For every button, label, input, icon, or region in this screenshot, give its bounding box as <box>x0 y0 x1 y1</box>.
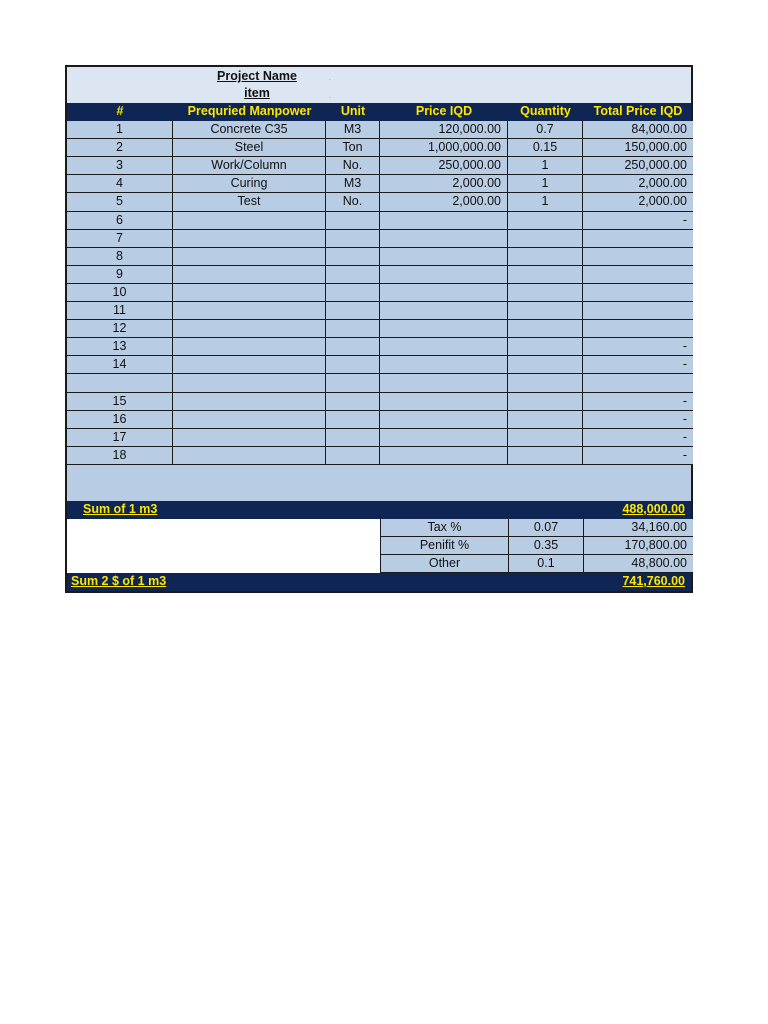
unit-cell <box>326 356 380 374</box>
quantity-cell: 1 <box>508 193 583 211</box>
total-price-cell <box>583 284 693 302</box>
adjustment-label: Other <box>380 555 508 573</box>
table-row <box>67 248 691 266</box>
manpower-name-cell <box>173 230 326 248</box>
quantity-cell <box>508 212 583 230</box>
total-price-cell: 2,000.00 <box>583 175 693 193</box>
manpower-name-cell <box>173 447 326 465</box>
table-row <box>67 411 691 429</box>
quantity-cell: 1 <box>508 157 583 175</box>
unit-cell <box>326 374 380 392</box>
manpower-name-cell <box>173 320 326 338</box>
table-row <box>67 429 691 447</box>
table-row <box>67 320 691 338</box>
quantity-cell <box>508 266 583 284</box>
sum2-label: Sum 2 $ of 1 m3 <box>71 574 167 589</box>
unit-cell <box>326 320 380 338</box>
row-number-cell: 11 <box>67 302 173 320</box>
row-number-cell: 1 <box>67 121 173 139</box>
quantity-cell <box>508 429 583 447</box>
sum1-value: 488,000.00 <box>622 501 685 516</box>
total-price-cell <box>583 302 693 320</box>
adjustment-label: Tax % <box>380 519 508 537</box>
adjustment-rate: 0.1 <box>508 555 583 573</box>
manpower-name-cell <box>173 212 326 230</box>
price-cell: 1,000,000.00 <box>380 139 508 157</box>
manpower-name-cell <box>173 356 326 374</box>
adjustment-amount: 170,800.00 <box>583 537 693 555</box>
quantity-cell: 1 <box>508 175 583 193</box>
quantity-cell <box>508 374 583 392</box>
total-price-cell: 84,000.00 <box>583 121 693 139</box>
unit-cell <box>326 230 380 248</box>
total-price-cell: - <box>583 338 693 356</box>
header-price: Price IQD <box>415 104 473 118</box>
adjustment-row <box>67 519 691 537</box>
unit-cell <box>326 212 380 230</box>
table-row <box>67 284 691 302</box>
unit-cell <box>326 447 380 465</box>
total-price-cell: - <box>583 393 693 411</box>
row-number-cell: 17 <box>67 429 173 447</box>
price-cell: 2,000.00 <box>380 193 508 211</box>
unit-cell <box>326 302 380 320</box>
unit-cell: M3 <box>326 121 380 139</box>
price-cell <box>380 411 508 429</box>
quantity-cell <box>508 230 583 248</box>
table-row <box>67 302 691 320</box>
row-number-cell: 16 <box>67 411 173 429</box>
quantity-cell: 0.15 <box>508 139 583 157</box>
row-number-cell: 5 <box>67 193 173 211</box>
total-price-cell: - <box>583 447 693 465</box>
spacer-band <box>67 465 691 501</box>
manpower-name-cell <box>173 284 326 302</box>
quantity-cell <box>508 338 583 356</box>
table-row <box>67 393 691 411</box>
row-number-cell: 6 <box>67 212 173 230</box>
quantity-cell <box>508 284 583 302</box>
total-price-cell <box>583 374 693 392</box>
table-row <box>67 230 691 248</box>
manpower-name-cell: Test <box>173 193 326 211</box>
row-number-cell: 8 <box>67 248 173 266</box>
header-number: # <box>116 104 124 118</box>
manpower-name-cell <box>173 266 326 284</box>
total-price-cell <box>583 320 693 338</box>
total-price-cell: - <box>583 356 693 374</box>
unit-cell <box>326 393 380 411</box>
manpower-name-cell <box>173 374 326 392</box>
row-number-cell: 13 <box>67 338 173 356</box>
price-cell <box>380 356 508 374</box>
sum1-label: Sum of 1 m3 <box>83 501 158 516</box>
adjustment-rate: 0.07 <box>508 519 583 537</box>
total-price-cell <box>583 266 693 284</box>
marker-dot: . <box>329 76 331 82</box>
header-total-price: Total Price IQD <box>593 104 683 118</box>
unit-cell: Ton <box>326 139 380 157</box>
manpower-name-cell: Curing <box>173 175 326 193</box>
price-cell <box>380 393 508 411</box>
item-label: item <box>244 86 270 100</box>
adjustment-rate: 0.35 <box>508 537 583 555</box>
quantity-cell <box>508 393 583 411</box>
table-row <box>67 356 691 374</box>
data-rows <box>67 121 691 465</box>
row-number-cell <box>67 374 173 392</box>
table-row <box>67 374 691 392</box>
table-row <box>67 266 691 284</box>
header-manpower: Prequried Manpower <box>187 104 312 118</box>
project-name-label: Project Name <box>217 69 297 83</box>
adjustments-block <box>67 519 691 573</box>
row-number-cell: 18 <box>67 447 173 465</box>
price-cell <box>380 374 508 392</box>
price-cell <box>380 284 508 302</box>
manpower-name-cell: Steel <box>173 139 326 157</box>
price-cell: 250,000.00 <box>380 157 508 175</box>
price-cell <box>380 230 508 248</box>
manpower-name-cell <box>173 302 326 320</box>
table-row <box>67 139 691 157</box>
total-price-cell <box>583 230 693 248</box>
manpower-name-cell: Work/Column <box>173 157 326 175</box>
row-number-cell: 3 <box>67 157 173 175</box>
unit-cell: No. <box>326 157 380 175</box>
manpower-name-cell <box>173 411 326 429</box>
manpower-name-cell <box>173 338 326 356</box>
total-price-cell: - <box>583 212 693 230</box>
table-row <box>67 447 691 465</box>
unit-cell: M3 <box>326 175 380 193</box>
adjustment-label: Penifit % <box>380 537 508 555</box>
price-cell <box>380 338 508 356</box>
table-row <box>67 193 691 211</box>
total-price-cell: - <box>583 411 693 429</box>
manpower-name-cell <box>173 248 326 266</box>
price-cell: 2,000.00 <box>380 175 508 193</box>
quantity-cell: 0.7 <box>508 121 583 139</box>
adjustment-row <box>67 537 691 555</box>
unit-cell <box>326 429 380 447</box>
adjustment-row <box>67 555 691 573</box>
sum1-row <box>67 501 691 519</box>
sum2-value: 741,760.00 <box>622 574 685 589</box>
price-cell <box>380 429 508 447</box>
price-cell <box>380 248 508 266</box>
unit-cell <box>326 338 380 356</box>
table-row <box>67 212 691 230</box>
adjustment-amount: 48,800.00 <box>583 555 693 573</box>
header-unit: Unit <box>340 104 366 118</box>
total-price-cell: 250,000.00 <box>583 157 693 175</box>
quantity-cell <box>508 320 583 338</box>
price-cell <box>380 302 508 320</box>
total-price-cell: 150,000.00 <box>583 139 693 157</box>
total-price-cell <box>583 248 693 266</box>
cost-sheet <box>65 65 693 593</box>
total-price-cell: 2,000.00 <box>583 193 693 211</box>
price-cell <box>380 320 508 338</box>
manpower-name-cell <box>173 429 326 447</box>
header-row <box>67 103 691 121</box>
table-row <box>67 121 691 139</box>
unit-cell <box>326 266 380 284</box>
quantity-cell <box>508 447 583 465</box>
manpower-name-cell <box>173 393 326 411</box>
row-number-cell: 9 <box>67 266 173 284</box>
row-number-cell: 12 <box>67 320 173 338</box>
marker-dot: . <box>329 94 331 100</box>
quantity-cell <box>508 411 583 429</box>
quantity-cell <box>508 248 583 266</box>
row-number-cell: 15 <box>67 393 173 411</box>
header-quantity: Quantity <box>520 104 571 118</box>
row-number-cell: 10 <box>67 284 173 302</box>
title-block <box>67 67 691 103</box>
unit-cell: No. <box>326 193 380 211</box>
price-cell <box>380 266 508 284</box>
row-number-cell: 2 <box>67 139 173 157</box>
unit-cell <box>326 284 380 302</box>
manpower-name-cell: Concrete C35 <box>173 121 326 139</box>
quantity-cell <box>508 302 583 320</box>
price-cell <box>380 212 508 230</box>
price-cell <box>380 447 508 465</box>
adjustment-amount: 34,160.00 <box>583 519 693 537</box>
row-number-cell: 7 <box>67 230 173 248</box>
total-price-cell: - <box>583 429 693 447</box>
unit-cell <box>326 248 380 266</box>
quantity-cell <box>508 356 583 374</box>
table-row <box>67 338 691 356</box>
table-row <box>67 157 691 175</box>
price-cell: 120,000.00 <box>380 121 508 139</box>
sum2-row <box>67 573 691 591</box>
row-number-cell: 4 <box>67 175 173 193</box>
unit-cell <box>326 411 380 429</box>
row-number-cell: 14 <box>67 356 173 374</box>
table-row <box>67 175 691 193</box>
